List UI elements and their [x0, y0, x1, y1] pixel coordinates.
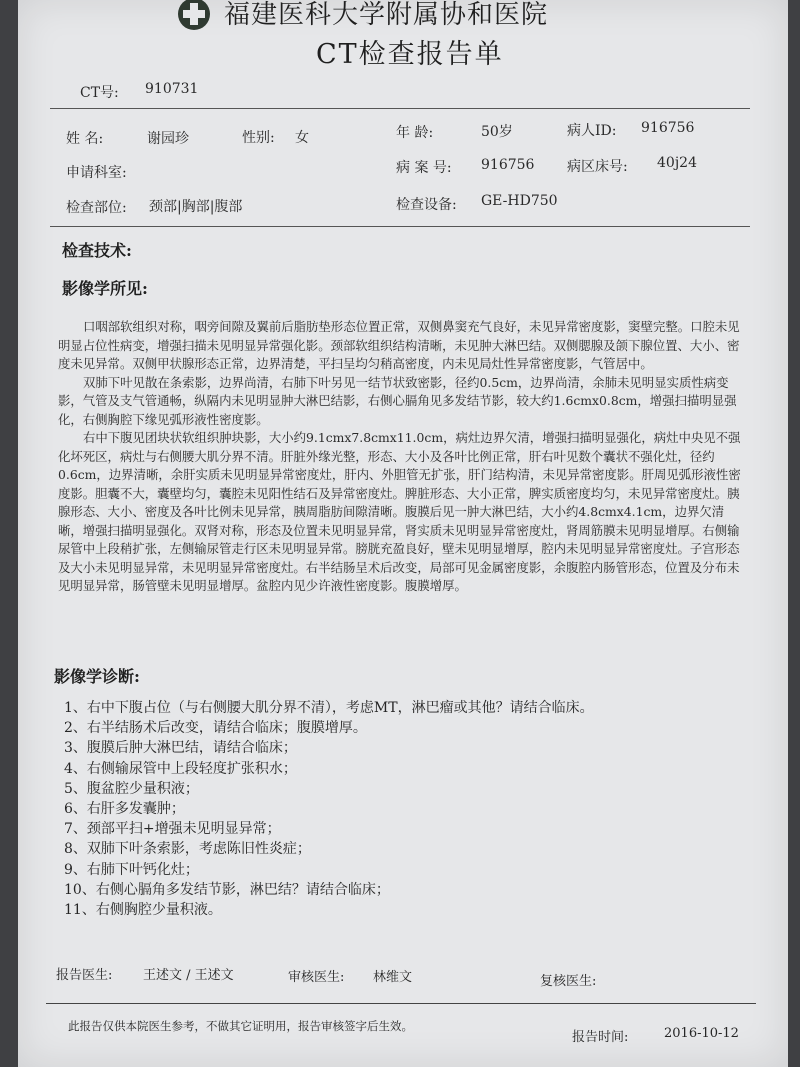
patient-gender: 女	[295, 130, 309, 146]
gender-label: 性别:	[242, 130, 275, 146]
diagnosis-item: 8、双肺下叶条索影，考虑陈旧性炎症；	[64, 841, 311, 858]
hospital-name: 福建医科大学附属协和医院	[224, 0, 549, 30]
diagnosis-item: 10、右侧心膈角多发结节影，淋巴结？请结合临床；	[64, 881, 390, 898]
patient-age: 50岁	[481, 124, 513, 140]
diagnosis-item: 9、右肺下叶钙化灶；	[64, 861, 199, 878]
rechecker-label: 复核医生:	[540, 974, 597, 989]
patient-id-label: 病人ID:	[567, 123, 617, 139]
reviewer-name: 林维文	[373, 970, 413, 985]
reporter-name: 王述文 / 王述文	[143, 968, 234, 983]
findings-text	[58, 318, 748, 596]
name-label: 姓 名:	[66, 131, 104, 147]
report-title: CT检查报告单	[316, 39, 504, 70]
dept-label: 申请科室:	[66, 165, 127, 181]
findings-paragraph: 右中下腹见团块状软组织肿块影，大小约9.1cmx7.8cmx11.0cm，病灶边界欠清，增强扫描明显强化，病灶中央见不强化坏死区，病灶与右侧腰大肌分界不清。肝脏外缘光整，形态、大小及各叶比例正常，肝右叶见数个囊状不强化灶，径约0.6cm，边界清晰，余肝实质未见明显异常密度灶，肝内、外胆管无扩张，肝门结构清，未见异常密度影。肝周见弧形液性密度影。胆囊不大，囊壁均匀，囊腔未见阳性结石及异常密度灶。脾脏形态、大小正常，脾实质密度均匀，未见异常密度灶。胰腺形态、大小、密度及各叶比例未见异常，胰周脂肪间隙清晰。腹膜后见一肿大淋巴结，大小约4.8cmx4.1cm，边界欠清晰，增强扫描明显强化。双肾对称，形态及位置未见明显异常，肾实质未见明显异常密度灶，肾周筋膜未见明显增厚。右侧输尿管中上段稍扩张，左侧输尿管走行区未见明显异常。膀胱充盈良好，壁未见明显增厚，腔内未见明显异常密度灶。子宫形态及大小未见明显异常，未见明显异常密度灶。右半结肠呈术后改变，局部可见金属密度影，余腹腔内肠管形态，位置及分布未见明显异常，肠管壁未见明显增厚。盆腔内见少许液性密度影。腹膜增厚。	[58, 430, 741, 593]
info-divider	[50, 226, 750, 227]
diagnosis-item: 4、右侧输尿管中上段轻度扩张积水；	[64, 760, 297, 777]
header-divider	[50, 108, 750, 109]
diagnosis-item: 2、右半结肠术后改变，请结合临床；腹膜增厚。	[64, 720, 367, 737]
diagnosis-item: 5、腹盆腔少量积液；	[64, 780, 199, 797]
diagnosis-item: 11、右侧胸腔少量积液。	[64, 902, 222, 919]
device-value: GE-HD750	[481, 193, 558, 209]
device-label: 检查设备:	[396, 197, 457, 213]
case-no-label: 病 案 号:	[396, 160, 452, 176]
findings-heading: 影像学所见:	[62, 279, 148, 298]
hospital-cross-logo-icon	[176, 0, 212, 34]
report-time-label: 报告时间:	[572, 1030, 629, 1045]
exam-part: 颈部|胸部|腹部	[149, 199, 243, 215]
age-label: 年 龄:	[396, 125, 434, 141]
footer-divider	[46, 1003, 756, 1004]
diagnosis-item: 7、颈部平扫+增强未见明显异常；	[64, 821, 281, 838]
diagnosis-item: 1、右中下腹占位（与右侧腰大肌分界不清），考虑MT，淋巴瘤或其他？请结合临床。	[64, 700, 594, 716]
patient-id: 916756	[641, 120, 695, 136]
patient-name: 谢园珍	[147, 131, 189, 147]
exam-part-label: 检查部位:	[66, 200, 127, 216]
diagnosis-list	[64, 698, 594, 920]
diagnosis-item: 3、腹膜后肿大淋巴结，请结合临床；	[64, 740, 297, 757]
reviewer-label: 审核医生:	[288, 970, 345, 985]
findings-paragraph: 双肺下叶见散在条索影，边界尚清，右肺下叶另见一结节状致密影，径约0.5cm，边界尚清，余肺未见明显实质性病变影，气管及支气管通畅，纵隔内未见明显肿大淋巴结影，右侧心膈角见多发结节影，较大约1.6cmx0.8cm，增强扫描明显强化，右侧胸腔下缘见弧形液性密度影。	[58, 374, 737, 427]
bed-label: 病区床号:	[567, 159, 628, 175]
technique-heading: 检查技术:	[62, 241, 132, 260]
ct-number-label: CT号:	[80, 85, 119, 101]
findings-paragraph: 口咽部软组织对称，咽旁间隙及翼前后脂肪垫形态位置正常，双侧鼻窦充气良好，未见异常密度影，窦壁完整。口腔未见明显占位性病变，增强扫描未见明显异常强化影。颈部软组织结构清晰，未见肿大淋巴结。双侧腮腺及颌下腺位置、大小、密度未见异常。双侧甲状腺形态正常，边界清楚，平扫呈均匀稍高密度，内未见局灶性异常密度影，气管居中。	[58, 319, 740, 371]
reporter-label: 报告医生:	[56, 968, 113, 983]
diagnosis-item: 6、右肝多发囊肿；	[64, 801, 185, 818]
case-no: 916756	[481, 157, 535, 173]
report-time: 2016-10-12	[664, 1026, 739, 1041]
bed-number: 40j24	[657, 155, 697, 171]
ct-number-value: 910731	[145, 81, 199, 97]
disclaimer: 此报告仅供本院医生参考，不做其它证明用，报告审核签字后生效。	[68, 1019, 413, 1033]
diagnosis-heading: 影像学诊断:	[54, 667, 140, 686]
